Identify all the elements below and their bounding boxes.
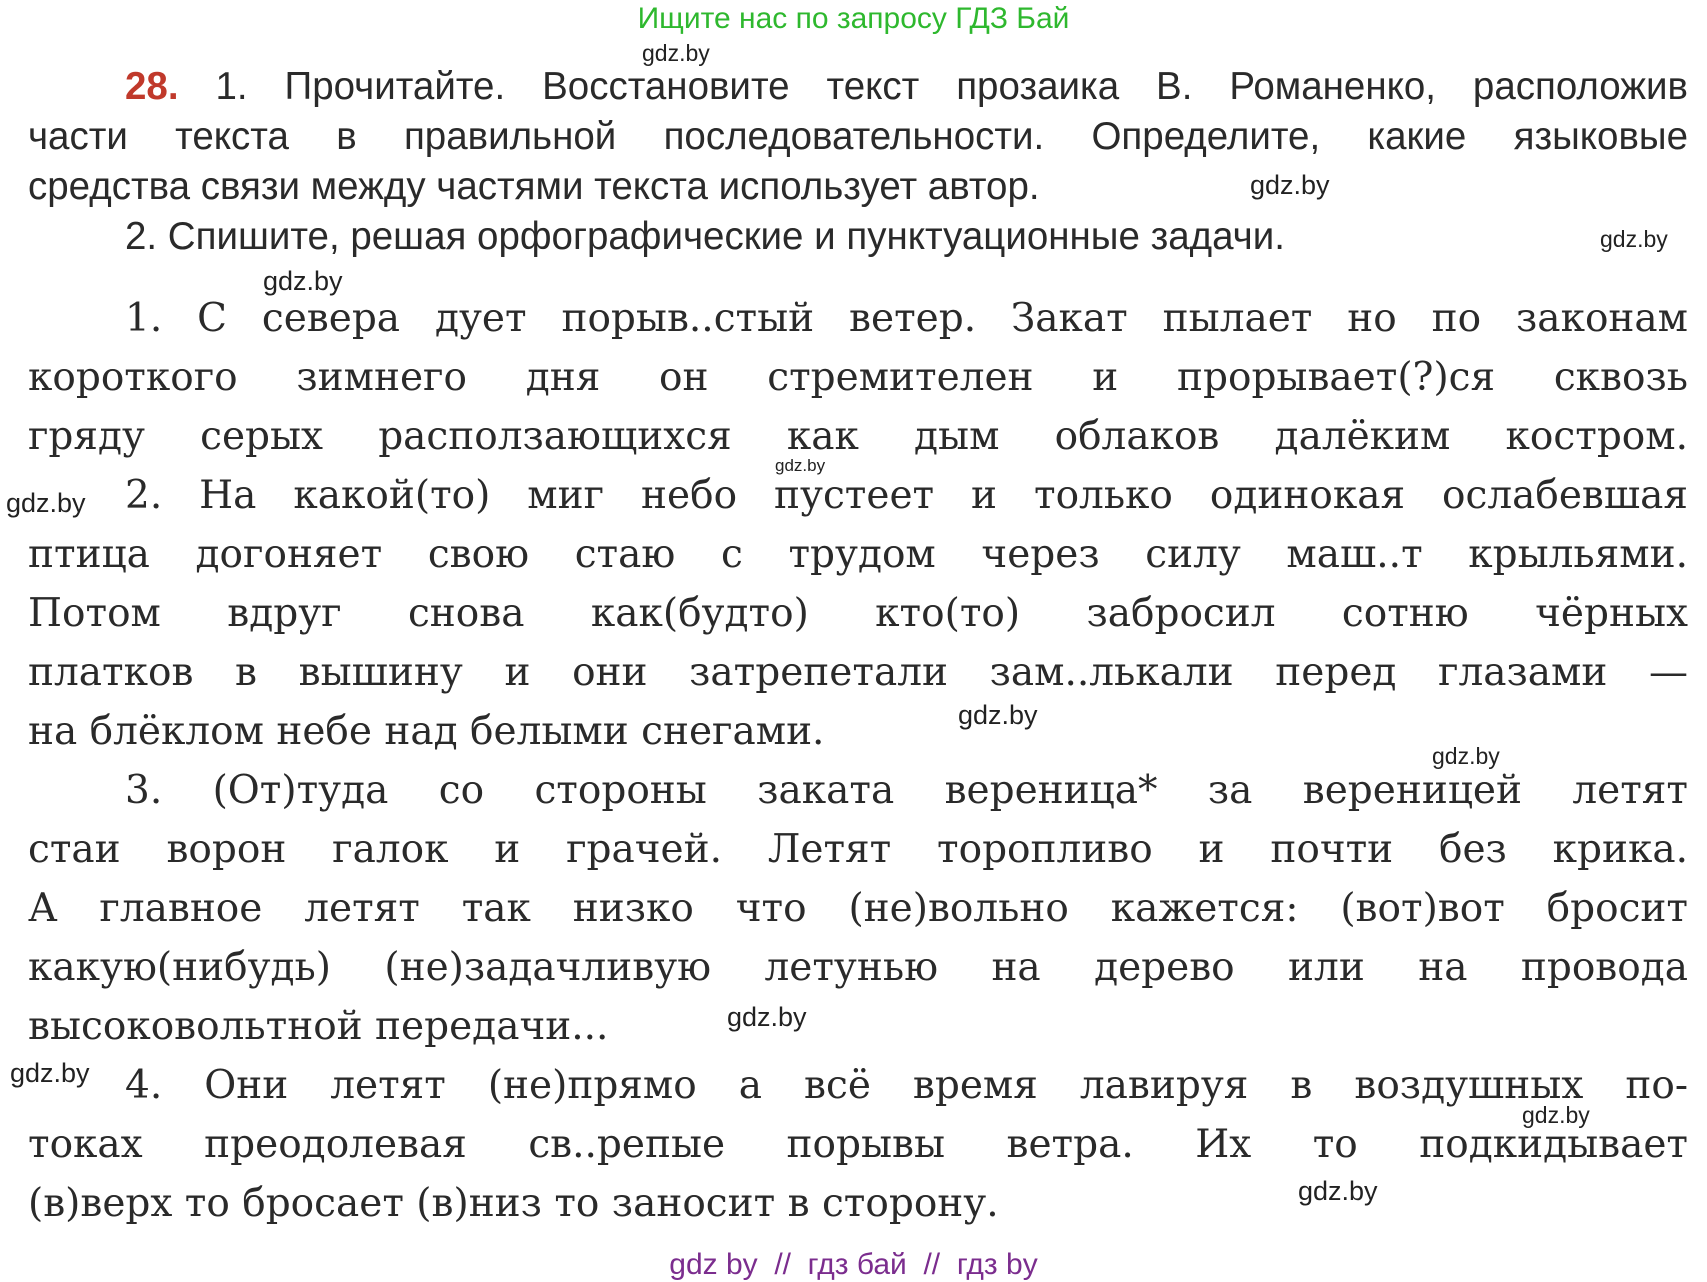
text-line: короткого зимнего дня он стремителен и прорывает(?)ся сквозь xyxy=(28,355,1688,400)
text-line: какую(нибудь) (не)задачливую летунью на дерево или на провода xyxy=(28,945,1688,990)
task-line-2: части текста в правильной последовательности. Определите, какие языковые xyxy=(28,115,1688,158)
task-line-4: 2. Спишите, решая орфографические и пунктуационные задачи. xyxy=(125,215,1285,258)
text-line: Потом вдруг снова как(будто) кто(то) забросил сотню чёрных xyxy=(28,591,1688,636)
text-line: 2. На какой(то) миг небо пустеет и только одинокая ослабевшая xyxy=(125,473,1688,518)
text-line: 3. (От)туда со стороны заката вереница* за вереницей летят xyxy=(125,768,1688,813)
watermark: gdz.by xyxy=(1250,170,1330,200)
text-line: стаи ворон галок и грачей. Летят торопливо и почти без крика. xyxy=(28,827,1688,872)
text-line: 4. Они летят (не)прямо а всё время лавируя в воздушных по- xyxy=(125,1063,1688,1108)
header-banner: Ищите нас по запросу ГДЗ Бай xyxy=(637,2,1070,35)
watermark: gdz.by xyxy=(10,1058,90,1088)
watermark: gdz.by xyxy=(642,40,710,66)
task-number: 28. xyxy=(125,65,179,108)
text-line: птица догоняет свою стаю с трудом через силу маш..т крыльями. xyxy=(28,532,1688,577)
watermark: gdz.by xyxy=(1600,226,1668,252)
task-line-3: средства связи между частями текста использует автор. xyxy=(28,165,1040,208)
watermark: gdz.by xyxy=(6,488,86,518)
text-line: токах преодолевая св..репые порывы ветра. Их то подкидывает xyxy=(28,1122,1688,1167)
text-line: гряду серых расползающихся как дым облаков далёким костром. xyxy=(28,414,1688,459)
watermark: gdz.by xyxy=(263,266,343,296)
watermark: gdz.by xyxy=(727,1002,807,1032)
text-line: 1. С севера дует порыв..стый ветер. Закат пылает но по законам xyxy=(125,296,1688,341)
watermark: gdz.by xyxy=(775,456,826,475)
watermark: gdz.by xyxy=(1298,1176,1378,1206)
watermark: gdz.by xyxy=(1432,743,1500,769)
task-line-1: 28. 1. Прочитайте. Восстановите текст прозаика В. Романенко, расположив xyxy=(125,65,1688,108)
watermark: gdz.by xyxy=(1522,1102,1590,1128)
watermark: gdz.by xyxy=(958,700,1038,730)
text-line: платков в вышину и они затрепетали зам..лькали перед глазами — xyxy=(28,650,1688,695)
text-line: (в)верх то бросает (в)низ то заносит в сторону. xyxy=(28,1181,999,1226)
text-line: на блёклом небе над белыми снегами. xyxy=(28,709,825,754)
text-line: высоковольтной передачи... xyxy=(28,1004,609,1049)
footer-links: gdz by // гдз бай // гдз by xyxy=(669,1248,1038,1281)
text-line: А главное летят так низко что (не)вольно кажется: (вот)вот бросит xyxy=(28,886,1688,931)
